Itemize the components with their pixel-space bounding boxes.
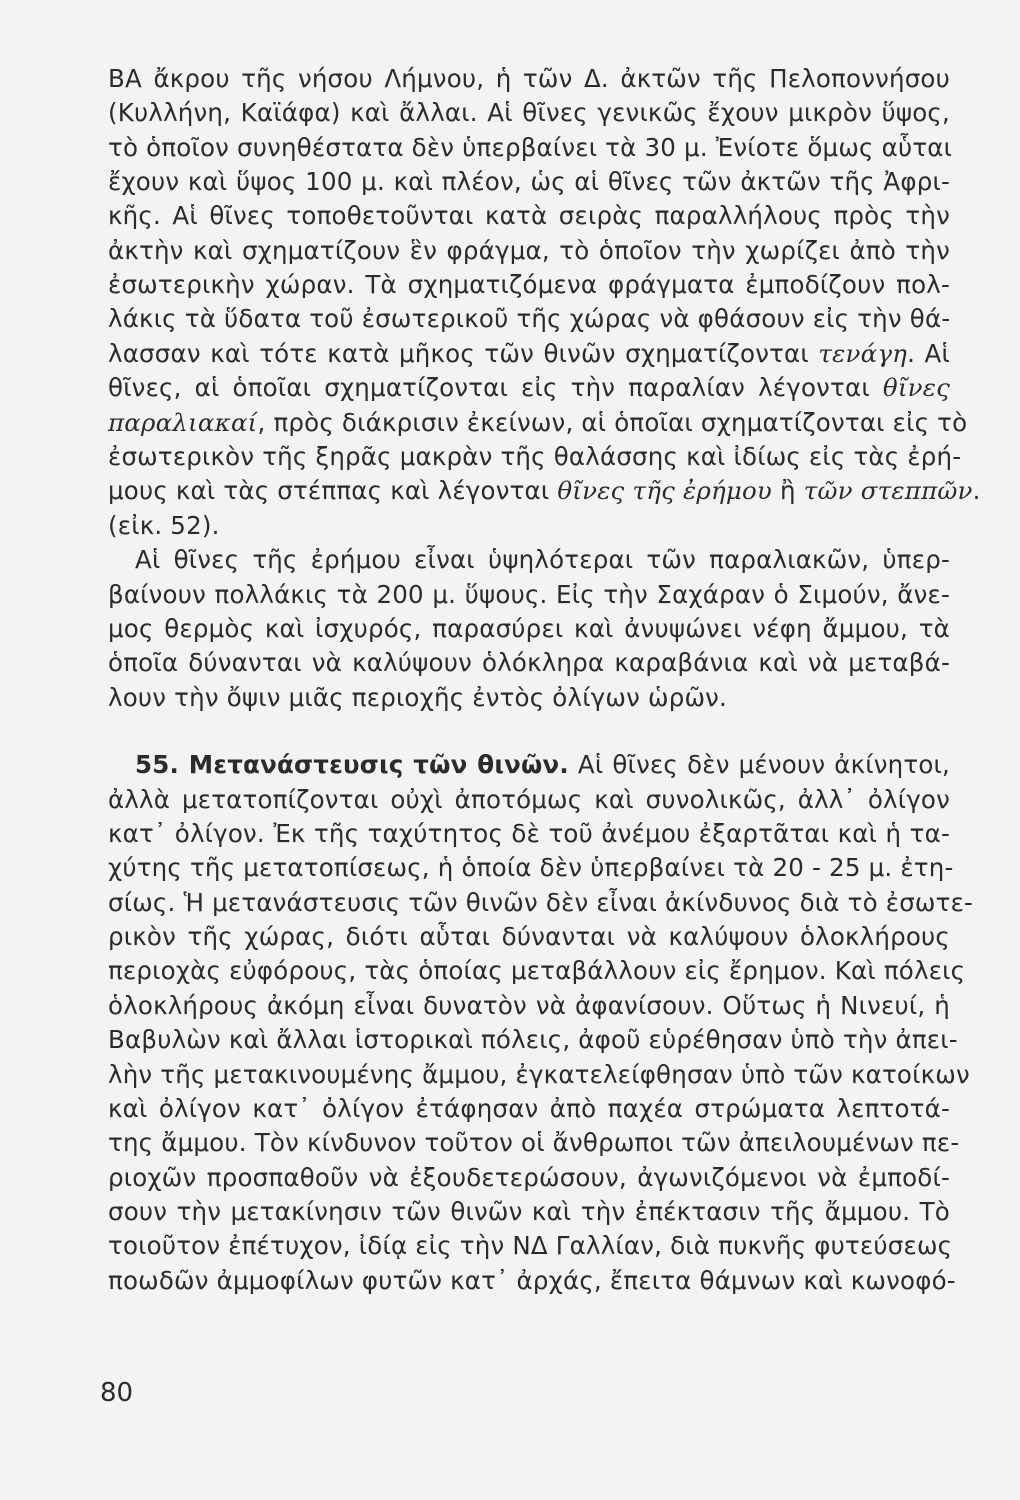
text-line bbox=[108, 302, 950, 336]
text-line bbox=[108, 1229, 953, 1263]
italic-term: τῶν στεππῶν bbox=[803, 476, 973, 505]
text-line bbox=[108, 1264, 956, 1298]
text-line bbox=[108, 817, 950, 851]
text-line bbox=[108, 1126, 960, 1160]
text-span: κατ᾽ ὀλίγον. Ἐκ τῆς ταχύτητος δὲ τοῦ ἀνέμου ἐξαρτᾶται καὶ ἡ τα- bbox=[108, 819, 950, 848]
text-span: (Κυλλήνη, Καϊάφα) καὶ ἄλλαι. Αἱ θῖνες γενικῶς ἔχουν μικρὸν ὕψος, bbox=[108, 98, 950, 127]
text-line bbox=[108, 578, 950, 612]
text-span: μος θερμὸς καὶ ἰσχυρός, παρασύρει καὶ ἀνυψώνει νέφη ἄμμου, τὰ bbox=[108, 614, 950, 643]
text-span: ἀλλὰ μετατοπίζονται οὐχὶ ἀποτόμως καὶ συνολικῶς, ἀλλ᾽ ὀλίγον bbox=[108, 785, 950, 814]
text-line bbox=[108, 199, 950, 233]
text-line bbox=[108, 509, 950, 543]
text-line bbox=[108, 1161, 950, 1195]
text-span: λάκις τὰ ὕδατα τοῦ ἐσωτερικοῦ τῆς χώρας νὰ φθάσουν εἰς τὴν θά- bbox=[108, 304, 951, 333]
text-span: ἐσωτερικὴν χώραν. Τὰ σχηματιζόμενα φράγματα ἐμποδίζουν πολ- bbox=[108, 270, 950, 299]
text-span: Αἱ θῖνες τῆς ἐρήμου εἶναι ὑψηλότεραι τῶν παραλιακῶν, ὑπερ- bbox=[135, 545, 950, 574]
text-line bbox=[108, 920, 950, 954]
text-span: ριοχῶν προσπαθοῦν νὰ ἐξουδετερώσουν, ἀγωνιζόμενοι νὰ ἐμποδί- bbox=[108, 1163, 950, 1192]
text-line bbox=[108, 1195, 950, 1229]
text-line bbox=[108, 612, 950, 646]
text-line bbox=[108, 165, 950, 199]
text-span: χύτης τῆς μετατοπίσεως, ἡ ὁποία δὲν ὑπερβαίνει τὰ 20 - 25 μ. ἐτη- bbox=[108, 853, 954, 882]
text-span: λουν τὴν ὄψιν μιᾶς περιοχῆς ἐντὸς ὀλίγων ὡρῶν. bbox=[108, 683, 728, 712]
text-span: Βαβυλὼν καὶ ἄλλαι ἱστορικαὶ πόλεις, ἀφοῦ εὑρέθησαν ὑπὸ τὴν ἀπει- bbox=[108, 1025, 958, 1054]
text-line bbox=[108, 96, 950, 130]
text-line bbox=[108, 131, 953, 165]
text-span: ὁλοκλήρους ἀκόμη εἶναι δυνατὸν νὰ ἀφανίσουν. Οὕτως ἡ Νινευί, ἡ bbox=[108, 991, 950, 1020]
section-heading: 55. Μετανάστευσις τῶν θινῶν. bbox=[135, 750, 569, 779]
text-span: . Αἱ bbox=[907, 339, 950, 368]
italic-term: παραλιακαί bbox=[108, 408, 258, 437]
text-line bbox=[108, 851, 954, 885]
text-span: λὴν τῆς μετακινουμένης ἄμμου, ἐγκατελείφθησαν ὑπὸ τῶν κατοίκων bbox=[108, 1060, 970, 1089]
text-span: ὁποῖα δύνανται νὰ καλύψουν ὁλόκληρα καραβάνια καὶ νὰ μεταβά- bbox=[108, 648, 950, 677]
text-line bbox=[108, 62, 950, 96]
text-line bbox=[108, 234, 950, 268]
text-span: , πρὸς διάκρισιν ἐκείνων, αἱ ὁποῖαι σχηματίζονται εἰς τὸ bbox=[257, 408, 968, 437]
text-line bbox=[108, 646, 950, 680]
text-line bbox=[135, 748, 950, 782]
text-span: της ἄμμου. Τὸν κίνδυνον τοῦτον οἱ ἄνθρωποι τῶν ἀπειλουμένων πε- bbox=[108, 1128, 960, 1157]
text-span: ἔχουν καὶ ὕψος 100 μ. καὶ πλέον, ὡς αἱ θῖνες τῶν ἀκτῶν τῆς Ἀφρι- bbox=[108, 167, 950, 196]
text-line bbox=[135, 543, 950, 577]
text-span: μους καὶ τὰς στέππας καὶ λέγονται bbox=[108, 476, 558, 505]
text-span: καὶ ὀλίγον κατ᾽ ὀλίγον ἐτάφησαν ἀπὸ παχέα στρώματα λεπτοτά- bbox=[108, 1094, 950, 1123]
text-span: ΒΑ ἄκρου τῆς νήσου Λήμνου, ἡ τῶν Δ. ἀκτῶν τῆς Πελοποννήσου bbox=[108, 64, 950, 93]
text-span: τοιοῦτον ἐπέτυχον, ἰδίᾳ εἰς τὴν ΝΔ Γαλλίαν, διὰ πυκνῆς φυτεύσεως bbox=[108, 1231, 953, 1260]
text-line bbox=[108, 954, 966, 988]
text-span: κῆς. Αἱ θῖνες τοποθετοῦνται κατὰ σειρὰς παραλλήλους πρὸς τὴν bbox=[108, 201, 950, 230]
text-span: τὸ ὁποῖον συνηθέστατα δὲν ὑπερβαίνει τὰ 30 μ. Ἐνίοτε ὅμως αὗται bbox=[108, 133, 953, 162]
text-line bbox=[108, 474, 981, 508]
text-line bbox=[108, 783, 950, 817]
text-span: ποωδῶν ἀμμοφίλων φυτῶν κατ᾽ ἀρχάς, ἔπειτα θάμνων καὶ κωνοφό- bbox=[108, 1266, 956, 1295]
text-line bbox=[108, 337, 950, 371]
text-line bbox=[108, 989, 950, 1023]
text-span: βαίνουν πολλάκις τὰ 200 μ. ὕψους. Εἰς τὴν Σαχάραν ὁ Σιμούν, ἄνε- bbox=[108, 580, 950, 609]
text-span: ἢ bbox=[772, 476, 804, 505]
text-line bbox=[108, 406, 968, 440]
text-span: σουν τὴν μετακίνησιν τῶν θινῶν καὶ τὴν ἐπέκτασιν τῆς ἄμμου. Τὸ bbox=[108, 1197, 950, 1226]
text-span: ἐσωτερικὸν τῆς ξηρᾶς μακρὰν τῆς θαλάσσης καὶ ἰδίως εἰς τὰς ἐρή- bbox=[108, 442, 962, 471]
text-line bbox=[108, 440, 962, 474]
text-line bbox=[108, 1092, 950, 1126]
text-line bbox=[108, 681, 950, 715]
text-span: λασσαν καὶ τότε κατὰ μῆκος τῶν θινῶν σχηματίζονται bbox=[108, 339, 819, 368]
text-span: σίως. Ἡ μετανάστευσις τῶν θινῶν δὲν εἶναι ἀκίνδυνος διὰ τὸ ἐσωτε- bbox=[108, 888, 974, 917]
italic-term: θῖνες τῆς ἐρήμου bbox=[557, 476, 773, 505]
text-span: Αἱ θῖνες δὲν μένουν ἀκίνητοι, bbox=[568, 750, 950, 779]
text-line bbox=[108, 1058, 970, 1092]
text-span: ρικὸν τῆς χώρας, διότι αὗται δύνανται νὰ καλύψουν ὁλοκλήρους bbox=[108, 922, 950, 951]
text-line bbox=[108, 886, 974, 920]
text-line bbox=[108, 1023, 958, 1057]
text-line bbox=[108, 268, 950, 302]
text-span: (εἰκ. 52). bbox=[108, 511, 220, 540]
text-span: ἀκτὴν καὶ σχηματίζουν ἓν φράγμα, τὸ ὁποῖον τὴν χωρίζει ἀπὸ τὴν bbox=[108, 236, 950, 265]
italic-term: τενάγη bbox=[818, 339, 908, 368]
page-number: 80 bbox=[100, 1378, 134, 1408]
text-span: . bbox=[972, 476, 981, 505]
italic-term: θῖνες bbox=[882, 373, 950, 402]
text-span: θῖνες, αἱ ὁποῖαι σχηματίζονται εἰς τὴν παραλίαν λέγονται bbox=[108, 373, 883, 402]
text-line bbox=[108, 371, 950, 405]
text-span: περιοχὰς εὐφόρους, τὰς ὁποίας μεταβάλλουν εἰς ἔρημον. Καὶ πόλεις bbox=[108, 956, 966, 985]
